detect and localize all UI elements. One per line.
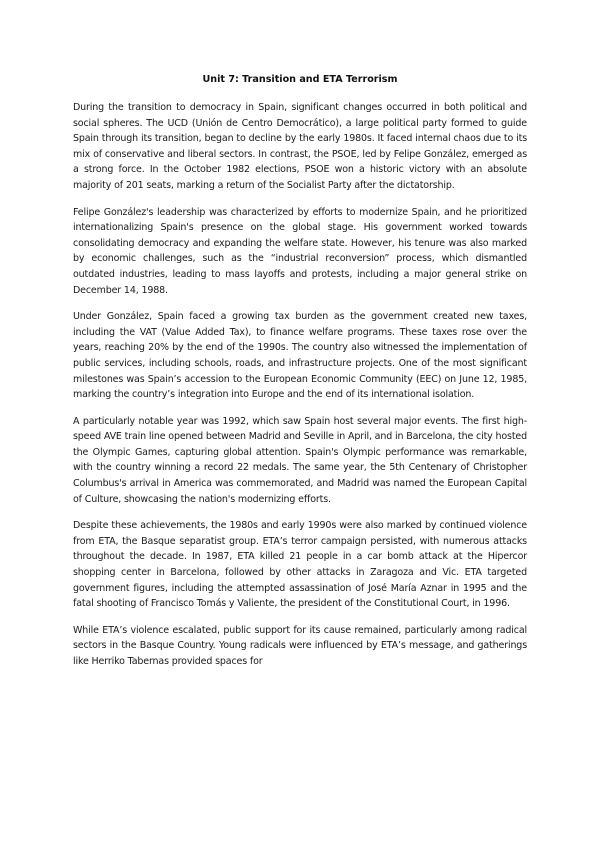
paragraph-year-1992: A particularly notable year was 1992, which saw Spain host several major events. The first high-speed AVE train line opened between Madrid and Seville in April, and in Barcelona, the city hosted the Olympic Games, capturing global attention. Spain's Olympic performance was remarkable, with the country winning a record 22 medals. The same year, the 5th Centenary of Christopher Columbus's arrival in America was commemorated, and Madrid was named the European Capital of Culture, showcasing the nation's modernizing efforts. (73, 415, 527, 505)
paragraph-eta-violence: Despite these achievements, the 1980s and early 1990s were also marked by continued violence from ETA, the Basque separatist group. ETA’s terror campaign persisted, with numerous attacks throughout the decade. In 1987, ETA killed 21 people in a car bomb attack at the Hipercor shopping center in Barcelona, followed by other attacks in Zaragoza and Vic. ETA targeted government figures, including the attempted assassination of José María Aznar in 1995 and the fatal shooting of Francisco Tomás y Valiente, the president of the Constitutional Court, in 1996. (73, 520, 527, 610)
paragraph-gonzalez-leadership: Felipe González's leadership was characterized by efforts to modernize Spain, and he prioritized internationalizing Spain's presence on the global stage. His government worked towards consolidating democracy and expanding the welfare state. However, his tenure was also marked by economic challenges, such as the “industrial reconversion” process, which dismantled outdated industries, leading to mass layoffs and protests, including a major general strike on December 14, 1988. (73, 206, 527, 296)
document-title: Unit 7: Transition and ETA Terrorism (202, 74, 398, 85)
paragraph-taxes-and-eec: Under González, Spain faced a growing tax burden as the government created new taxes, including the VAT (Value Added Tax), to finance welfare programs. These taxes rose over the years, reaching 20% by the end of the 1990s. The country also witnessed the implementation of public services, including schools, roads, and infrastructure projects. One of the most significant milestones was Spain’s accession to the European Economic Community (EEC) on June 12, 1985, marking the country’s integration into Europe and the end of its international isolation. (73, 311, 527, 401)
document-body (73, 100, 527, 681)
paragraph-eta-support: While ETA’s violence escalated, public support for its cause remained, particularly among radical sectors in the Basque Country. Young radicals were influenced by ETA’s message, and gatherings like Herriko Tabernas provided spaces for (73, 624, 527, 667)
paragraph-political-transition: During the transition to democracy in Spain, significant changes occurred in both political and social spheres. The UCD (Unión de Centro Democrático), a large political party formed to guide Spain through its transition, began to decline by the early 1980s. It faced internal chaos due to its mix of conservative and liberal sectors. In contrast, the PSOE, led by Felipe González, emerged as a strong force. In the October 1982 elections, PSOE won a historic victory with an absolute majority of 201 seats, marking a return of the Socialist Party after the dictatorship. (73, 102, 527, 191)
